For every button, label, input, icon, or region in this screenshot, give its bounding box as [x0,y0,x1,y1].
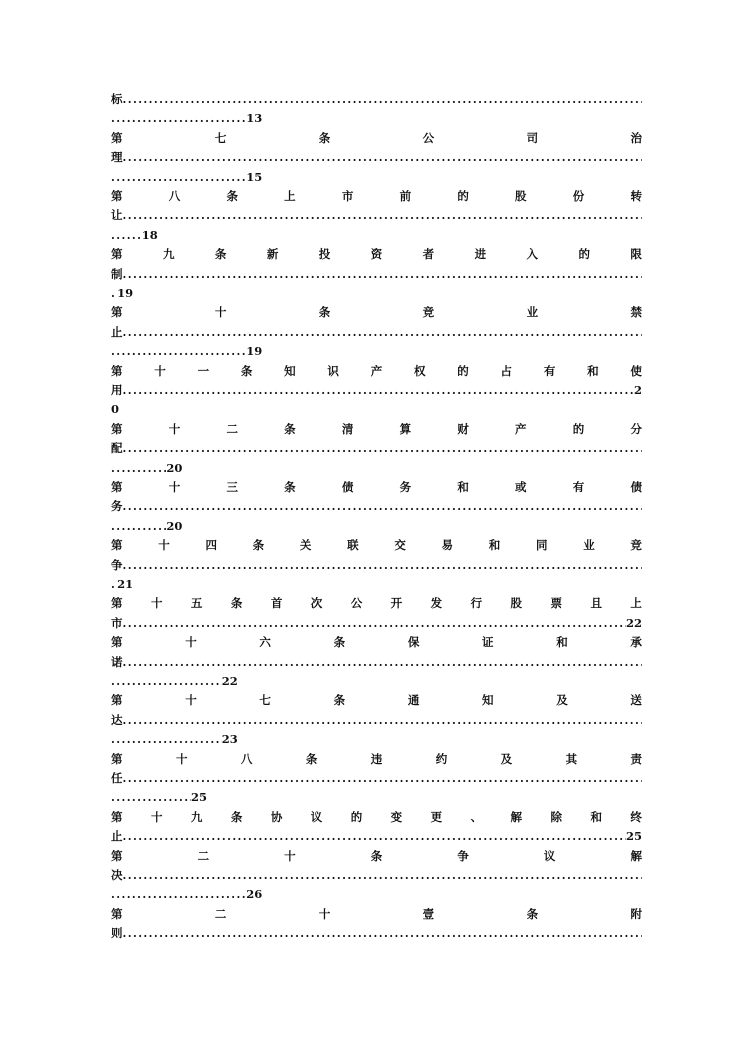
page-number: 25 [190,790,207,805]
toc-title-char: 条 [318,130,331,145]
toc-entry-title[interactable] [111,808,642,826]
toc-title-char: 第 [111,421,123,436]
toc-title-char: 同 [535,538,548,553]
toc-title-char: 及 [500,751,513,766]
toc-entry-leader[interactable] [111,323,642,341]
toc-title-char: 第 [111,480,123,494]
dot-leader [111,343,246,360]
page-number: 2 [633,383,642,397]
toc-title-char: 条 [226,189,238,203]
toc-title-char: 条 [230,596,243,611]
toc-entry-title[interactable] [111,129,642,147]
toc-title-char: 且 [590,596,602,611]
toc-title-char: 、 [470,809,483,824]
toc-title-char: 的 [457,363,469,378]
dot-leader [111,886,246,903]
toc-title-char: 二 [214,906,227,921]
dot-leader [123,440,643,457]
toc-title-char: 协 [270,809,283,824]
toc-title-char: 第 [111,635,123,650]
toc-title-char: 业 [526,305,539,320]
toc-title-tail: 制 [111,266,123,281]
toc-title-char: 第 [111,751,123,766]
toc-title-char: 转 [630,189,642,203]
toc-entry-leader[interactable] [111,614,642,632]
toc-title-char: 交 [394,538,406,553]
toc-title-char: 条 [214,247,227,262]
toc-title-tail: 让 [111,208,123,223]
toc-title-char: 竞 [630,538,642,553]
page-number: 13 [246,111,263,126]
toc-entry-title[interactable] [111,905,642,923]
toc-title-char: 进 [474,247,487,262]
toc-title-char: 市 [341,189,354,203]
toc-title-tail: 用 [111,383,123,397]
toc-title-char: 条 [526,906,539,921]
toc-title-char: 易 [441,538,454,553]
dot-leader [123,770,643,787]
toc-title-char: 业 [583,538,595,553]
toc-title-char: 权 [413,363,426,378]
toc-title-char: 条 [252,538,265,553]
toc-title-char: 第 [111,906,123,921]
toc-entry-title[interactable] [111,245,642,263]
toc-title-char: 十 [284,848,296,863]
toc-title-tail: 止 [111,324,123,339]
toc-title-char: 使 [630,363,642,378]
toc-title-tail: 务 [111,499,123,514]
toc-entry-leader[interactable] [111,711,642,729]
toc-page-line [111,226,642,244]
toc-title-char: 附 [630,906,642,921]
toc-title-char: 争 [457,848,469,863]
toc-title-char: 份 [572,189,585,203]
toc-title-char: 票 [550,596,562,611]
toc-title-char: 和 [457,480,469,494]
toc-title-char: 解 [630,848,642,863]
dot-leader [111,460,166,477]
toc-page-line [111,400,642,418]
toc-title-char: 条 [230,809,243,824]
toc-title-char: 第 [111,809,123,824]
toc-title-char: 保 [407,635,420,650]
toc-title-char: 的 [572,421,585,436]
toc-title-char: 和 [488,538,501,553]
toc-title-char: 第 [111,538,123,553]
toc-title-char: 九 [162,247,175,262]
toc-title-char: 第 [111,130,123,145]
page-number: 21 [117,577,134,591]
toc-entry-leader[interactable] [111,381,642,399]
dot-leader [123,498,643,515]
toc-page-line [111,459,642,477]
toc-entry-title[interactable] [111,303,642,321]
toc-title-char: 限 [630,247,642,262]
toc-title-char: 十 [214,305,227,320]
toc-title-char: 条 [284,480,296,494]
toc-title-char: 六 [259,635,271,650]
toc-title-char: 和 [590,809,602,824]
toc-title-char: 条 [370,848,383,863]
toc-title-char: 除 [550,809,562,824]
toc-title-char: 条 [240,363,253,378]
toc-title-tail: 则 [111,926,123,941]
toc-title-char: 占 [500,363,513,378]
toc-title-char: 送 [630,693,642,708]
toc-page-line [111,672,642,690]
toc-entry-leader[interactable] [111,769,642,787]
toc-title-char: 者 [422,247,435,262]
toc-title-tail: 决 [111,868,123,882]
toc-entry-title[interactable] [111,750,642,768]
dot-leader [123,382,634,399]
toc-title-char: 资 [370,247,383,262]
toc-title-char: 七 [259,693,271,708]
page-number: 25 [625,829,642,844]
toc-title-char: 十 [318,906,331,921]
toc-title-tail: 诺 [111,654,123,669]
toc-title-char: 第 [111,693,123,708]
toc-entry-leader[interactable] [111,90,642,108]
toc-title-char: 证 [482,635,494,650]
toc-page-line [111,730,642,748]
toc-title-char: 及 [556,693,568,708]
toc-title-tail: 达 [111,712,123,727]
toc-page-line [111,109,642,127]
toc-entry-title[interactable] [111,847,642,865]
toc-title-char: 治 [630,130,642,145]
toc-title-char: 第 [111,247,123,262]
toc-title-char: 条 [333,693,346,708]
toc-title-char: 违 [370,751,383,766]
toc-entry-leader[interactable] [111,497,642,515]
toc-title-char: 约 [435,751,448,766]
toc-page-line [111,168,642,186]
toc-title-char: 公 [350,596,363,611]
toc-title-char: 五 [190,596,203,611]
toc-title-char: 第 [111,848,123,863]
page-number: 20 [166,460,183,475]
toc-title-char: 壹 [422,906,435,921]
toc-title-char: 议 [543,848,556,863]
toc-title-char: 禁 [630,305,642,320]
page-number: 0 [111,402,120,417]
toc-title-char: 八 [240,751,253,766]
toc-entry-leader[interactable] [111,556,642,574]
toc-title-char: 十 [168,480,181,494]
toc-title-char: 的 [350,809,363,824]
toc-title-char: 第 [111,305,123,320]
toc-entry-title[interactable] [111,594,642,612]
toc-entry-title[interactable] [111,691,642,709]
toc-title-char: 投 [318,247,331,262]
toc-title-char: 知 [482,693,494,708]
dot-leader [123,557,643,574]
toc-entry-leader[interactable] [111,827,642,845]
toc-entry-leader[interactable] [111,653,642,671]
dot-leader [111,518,166,535]
toc-title-char: 上 [630,596,642,611]
toc-title-char: 上 [284,189,296,203]
toc-title-char: 的 [578,247,590,262]
toc-title-char: 公 [422,130,435,145]
toc-entry-leader[interactable] [111,439,642,457]
dot-leader [123,654,643,671]
toc-title-char: 或 [515,480,527,494]
toc-title-char: 十 [150,596,163,611]
toc-title-char: 九 [190,809,203,824]
toc-title-tail: 争 [111,557,123,572]
toc-title-char: 识 [327,363,339,378]
toc-title-char: 股 [515,189,527,203]
dot-leader [123,867,643,884]
toc-title-char: 和 [587,363,599,378]
toc-title-char: 分 [630,421,642,436]
toc-title-tail: 标 [111,92,123,106]
toc-title-char: 二 [197,848,210,863]
toc-title-char: 新 [266,247,279,262]
page-number: 18 [141,227,158,242]
toc-title-char: 债 [630,480,642,494]
toc-title-char: 入 [526,247,538,262]
toc-entry-leader[interactable] [111,206,642,224]
toc-title-char: 知 [284,363,296,378]
toc-title-char: 有 [543,363,556,378]
toc-entry-title[interactable] [111,633,642,651]
page-number: 19 [117,286,134,300]
toc-title-char: 产 [370,363,383,378]
dot-leader [111,169,246,186]
toc-title-char: 十 [168,421,181,436]
dot-leader [123,324,643,341]
dot-leader [111,789,191,806]
page-number: 22 [221,674,238,688]
toc-title-tail: 配 [111,441,123,456]
toc-title-tail: 止 [111,829,123,844]
toc-title-tail: 理 [111,150,123,165]
page-number: 23 [221,732,238,747]
toc-page-line [111,885,642,903]
toc-title-char: 条 [284,421,296,436]
dot-leader [123,615,626,632]
toc-title-char: 四 [205,538,217,553]
toc-title-char: 第 [111,189,123,203]
toc-page-line [111,517,642,535]
toc-title-tail: 市 [111,615,123,630]
toc-title-char: 通 [407,693,420,708]
toc-title-char: 财 [457,421,469,436]
toc-entry-title[interactable] [111,362,642,380]
dot-leader [111,227,142,244]
page-number: 22 [625,615,642,630]
toc-entry-title[interactable] [111,420,642,438]
toc-title-char: 股 [510,596,523,611]
toc-title-char: 承 [630,635,642,650]
toc-title-char: 责 [630,751,642,766]
toc-title-char: 二 [226,421,238,436]
toc-entry-title[interactable] [111,478,642,496]
dot-leader [123,925,643,942]
toc-title-char: 关 [299,538,312,553]
toc-title-char: 前 [399,189,412,203]
toc-title-char: 十 [175,751,188,766]
toc-title-char: 行 [470,596,483,611]
toc-entry-leader[interactable] [111,924,642,942]
toc-title-char: 解 [510,809,523,824]
dot-leader [111,731,222,748]
toc-title-char: 产 [515,421,527,436]
toc-title-char: 三 [226,480,238,494]
toc-title-char: 债 [341,480,354,494]
toc-title-char: 十 [154,363,166,378]
dot-leader [123,828,626,845]
toc-title-char: 竞 [422,305,435,320]
toc-title-char: 十 [150,809,163,824]
toc-title-char: 条 [305,751,318,766]
toc-entry-title[interactable] [111,187,642,205]
toc-title-char: 首 [270,596,283,611]
toc-title-char: 司 [526,130,539,145]
dot-leader [123,149,643,166]
toc-entry-leader[interactable] [111,148,642,166]
page-number: 19 [246,344,263,359]
toc-title-char: 十 [185,635,197,650]
toc-title-char: 次 [310,596,323,611]
toc-title-char: 有 [572,480,585,494]
toc-title-char: 第 [111,363,123,378]
toc-entry-leader[interactable] [111,866,642,884]
toc-title-char: 的 [457,189,469,203]
toc-title-char: 七 [214,130,227,145]
toc-title-char: 算 [399,421,412,436]
toc-title-char: 联 [347,538,359,553]
toc-title-char: 条 [333,635,346,650]
dot-leader [123,91,643,108]
toc-page-line [111,575,642,593]
toc-title-char: 和 [556,635,568,650]
dot-leader [123,712,643,729]
page-number: 15 [246,169,263,184]
toc-title-char: 变 [390,809,403,824]
dot-leader [123,207,643,224]
toc-page-line [111,342,642,360]
toc-entry-leader[interactable] [111,265,642,283]
toc-title-char: 一 [197,363,210,378]
toc-title-char: 发 [430,596,443,611]
toc-title-char: 开 [390,596,403,611]
dot-leader [123,266,643,283]
toc-title-char: 更 [430,809,443,824]
toc-title-char: 十 [158,538,170,553]
toc-title-char: 第 [111,596,123,611]
toc-page-line [111,788,642,806]
toc-title-char: 清 [341,421,354,436]
page-number: 20 [166,518,183,533]
toc-title-char: 八 [168,189,181,203]
toc-title-char: 条 [318,305,331,320]
toc-entry-title[interactable] [111,536,642,554]
toc-title-tail: 任 [111,771,123,785]
toc-title-char: 其 [565,751,578,766]
toc-title-char: 终 [630,809,642,824]
toc-title-char: 十 [185,693,197,708]
page-number: 26 [246,887,263,902]
toc-title-char: 议 [310,809,323,824]
toc-page-line [111,284,642,302]
dot-leader [111,673,222,690]
dot-leader [111,110,246,127]
toc-title-char: 务 [399,480,412,494]
